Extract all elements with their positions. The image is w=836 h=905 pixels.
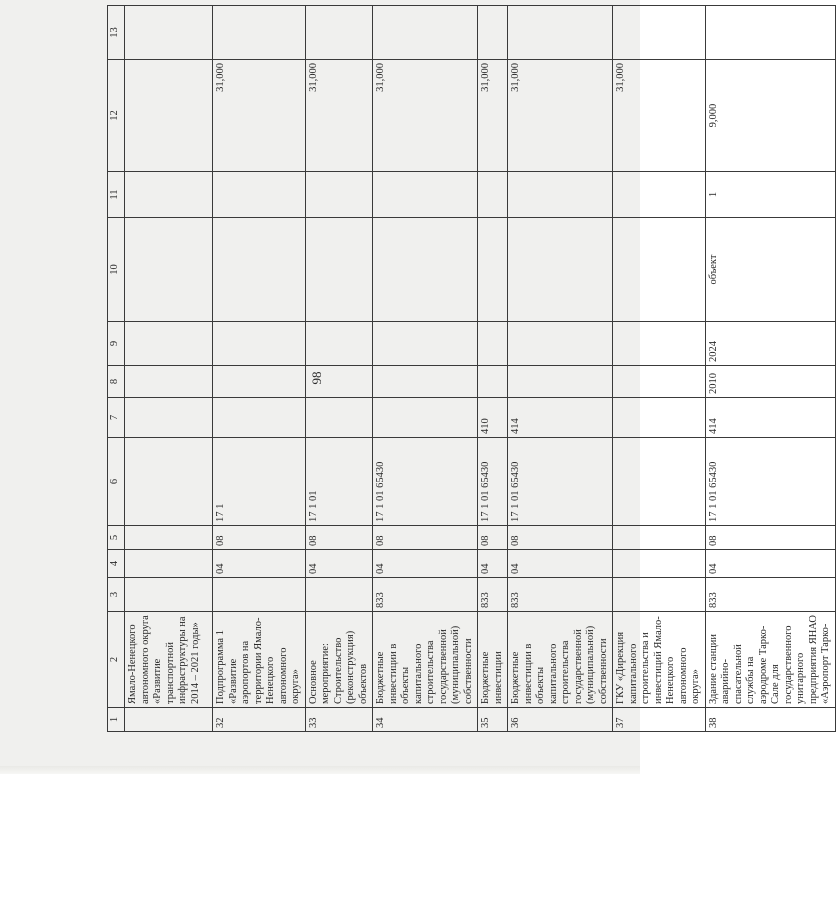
- row-number: 32: [213, 708, 306, 732]
- page-number: 98: [309, 371, 324, 385]
- table-cell: 1: [705, 172, 835, 218]
- table-cell: [613, 578, 706, 612]
- table-cell: [305, 218, 373, 322]
- table-cell: 833: [705, 578, 835, 612]
- table-cell: [373, 398, 478, 438]
- table-cell: [125, 578, 213, 612]
- table-cell: [478, 322, 508, 366]
- table-cell: [125, 438, 213, 526]
- column-header: 12: [108, 60, 125, 172]
- table-cell: [613, 322, 706, 366]
- row-name: Бюджетные инвестиции: [478, 612, 508, 708]
- table-cell: [508, 6, 613, 60]
- table-cell: [125, 322, 213, 366]
- table-cell: 08: [213, 526, 306, 550]
- table-cell: [613, 398, 706, 438]
- table-cell: [125, 398, 213, 438]
- table-row: [508, 6, 613, 732]
- table-cell: 17 1: [213, 438, 306, 526]
- table-cell: [125, 526, 213, 550]
- table-cell: 17 1 01: [305, 438, 373, 526]
- table-cell: [213, 172, 306, 218]
- table-cell: 833: [478, 578, 508, 612]
- row-number: 38: [705, 708, 835, 732]
- table-cell: [613, 218, 706, 322]
- table-cell: 17 1 01 65430: [478, 438, 508, 526]
- row-name: Подпрограмма 1 «Развитие аэропортов на территории Ямало-Ненецкого автономного округа»: [213, 612, 306, 708]
- column-header: 7: [108, 398, 125, 438]
- table-cell: [478, 172, 508, 218]
- table-cell: 31,000: [508, 60, 613, 172]
- table-cell: 04: [705, 550, 835, 578]
- budget-table-container: [107, 6, 831, 732]
- table-row: [373, 6, 478, 732]
- table-cell: [613, 526, 706, 550]
- table-cell: [305, 366, 373, 398]
- table-row: [613, 6, 706, 732]
- column-header: 8: [108, 366, 125, 398]
- column-header: 13: [108, 6, 125, 60]
- table-cell: 2010: [705, 366, 835, 398]
- row-number: 34: [373, 708, 478, 732]
- table-cell: [125, 172, 213, 218]
- table-cell: [478, 366, 508, 398]
- row-name: Ямало-Ненецкого автономного округа «Развитие транспортной инфраструктуры на 2014 – 2021 годы»: [125, 612, 213, 708]
- table-cell: [213, 218, 306, 322]
- table-cell: 414: [705, 398, 835, 438]
- table-row: [705, 6, 835, 732]
- table-cell: [373, 322, 478, 366]
- table-cell: [125, 6, 213, 60]
- budget-table: [107, 5, 836, 732]
- table-cell: 17 1 01 65430: [508, 438, 613, 526]
- table-cell: [613, 366, 706, 398]
- table-cell: 9,000: [705, 60, 835, 172]
- table-cell: 17 1 01 65430: [705, 438, 835, 526]
- table-cell: 833: [373, 578, 478, 612]
- table-cell: 410: [478, 398, 508, 438]
- table-cell: 833: [508, 578, 613, 612]
- row-number: 36: [508, 708, 613, 732]
- column-header: 11: [108, 172, 125, 218]
- table-cell: [213, 366, 306, 398]
- table-cell: [213, 398, 306, 438]
- table-cell: [508, 366, 613, 398]
- table-cell: [305, 398, 373, 438]
- row-name: Здание станции аварийно-спасательной службы на аэродроме Тарко-Сале для государственного унитарного предприятия ЯНАО «Аэропорт Тарко-: [705, 612, 835, 708]
- table-cell: [213, 578, 306, 612]
- row-number: 37: [613, 708, 706, 732]
- table-cell: [705, 6, 835, 60]
- table-cell: [125, 60, 213, 172]
- table-cell: 31,000: [613, 60, 706, 172]
- table-cell: 08: [305, 526, 373, 550]
- table-cell: 31,000: [305, 60, 373, 172]
- table-cell: 2024: [705, 322, 835, 366]
- table-cell: 31,000: [373, 60, 478, 172]
- table-cell: [478, 6, 508, 60]
- table-cell: 04: [305, 550, 373, 578]
- table-cell: [373, 172, 478, 218]
- table-cell: [373, 366, 478, 398]
- table-cell: 08: [705, 526, 835, 550]
- table-cell: 08: [508, 526, 613, 550]
- table-cell: [373, 218, 478, 322]
- column-header: 10: [108, 218, 125, 322]
- table-cell: 31,000: [213, 60, 306, 172]
- table-cell: [613, 6, 706, 60]
- table-cell: 08: [478, 526, 508, 550]
- table-cell: 04: [373, 550, 478, 578]
- column-header: 6: [108, 438, 125, 526]
- table-row: [213, 6, 306, 732]
- row-number: 35: [478, 708, 508, 732]
- table-cell: [508, 218, 613, 322]
- table-cell: [125, 550, 213, 578]
- table-cell: [508, 322, 613, 366]
- table-cell: [125, 366, 213, 398]
- table-cell: [125, 218, 213, 322]
- table-cell: 31,000: [478, 60, 508, 172]
- table-cell: [613, 438, 706, 526]
- table-row: [125, 6, 213, 732]
- column-header: 5: [108, 526, 125, 550]
- column-header: 9: [108, 322, 125, 366]
- row-name: Бюджетные инвестиции в объекты капитального строительства государственной (муниципальной) собственности: [373, 612, 478, 708]
- column-header: 2: [108, 612, 125, 708]
- table-cell: 08: [373, 526, 478, 550]
- table-cell: 04: [478, 550, 508, 578]
- table-cell: [305, 578, 373, 612]
- table-cell: 04: [213, 550, 306, 578]
- column-header: 1: [108, 708, 125, 732]
- table-cell: [373, 6, 478, 60]
- table-cell: [478, 218, 508, 322]
- table-cell: 04: [508, 550, 613, 578]
- column-header: 3: [108, 578, 125, 612]
- table-cell: 414: [508, 398, 613, 438]
- scan-edge: [0, 766, 640, 774]
- table-cell: [613, 172, 706, 218]
- table-cell: [305, 6, 373, 60]
- row-name: Основное мероприятие: Строительство (реконструкция) объектов: [305, 612, 373, 708]
- table-cell: [305, 172, 373, 218]
- table-cell: [613, 550, 706, 578]
- table-cell: [508, 172, 613, 218]
- row-name: Бюджетные инвестиции в объекты капитального строительства государственной (муниципальной) собственности: [508, 612, 613, 708]
- row-name: ГКУ «Дирекция капитального строительства и инвестиций Ямало-Ненецкого автономного округа»: [613, 612, 706, 708]
- table-row: [305, 6, 373, 732]
- table-cell: [213, 322, 306, 366]
- column-header-row: [108, 6, 125, 732]
- row-number: [125, 708, 213, 732]
- column-header: 4: [108, 550, 125, 578]
- table-cell: 17 1 01 65430: [373, 438, 478, 526]
- table-cell: объект: [705, 218, 835, 322]
- table-cell: [305, 322, 373, 366]
- row-number: 33: [305, 708, 373, 732]
- table-row: [478, 6, 508, 732]
- table-cell: [213, 6, 306, 60]
